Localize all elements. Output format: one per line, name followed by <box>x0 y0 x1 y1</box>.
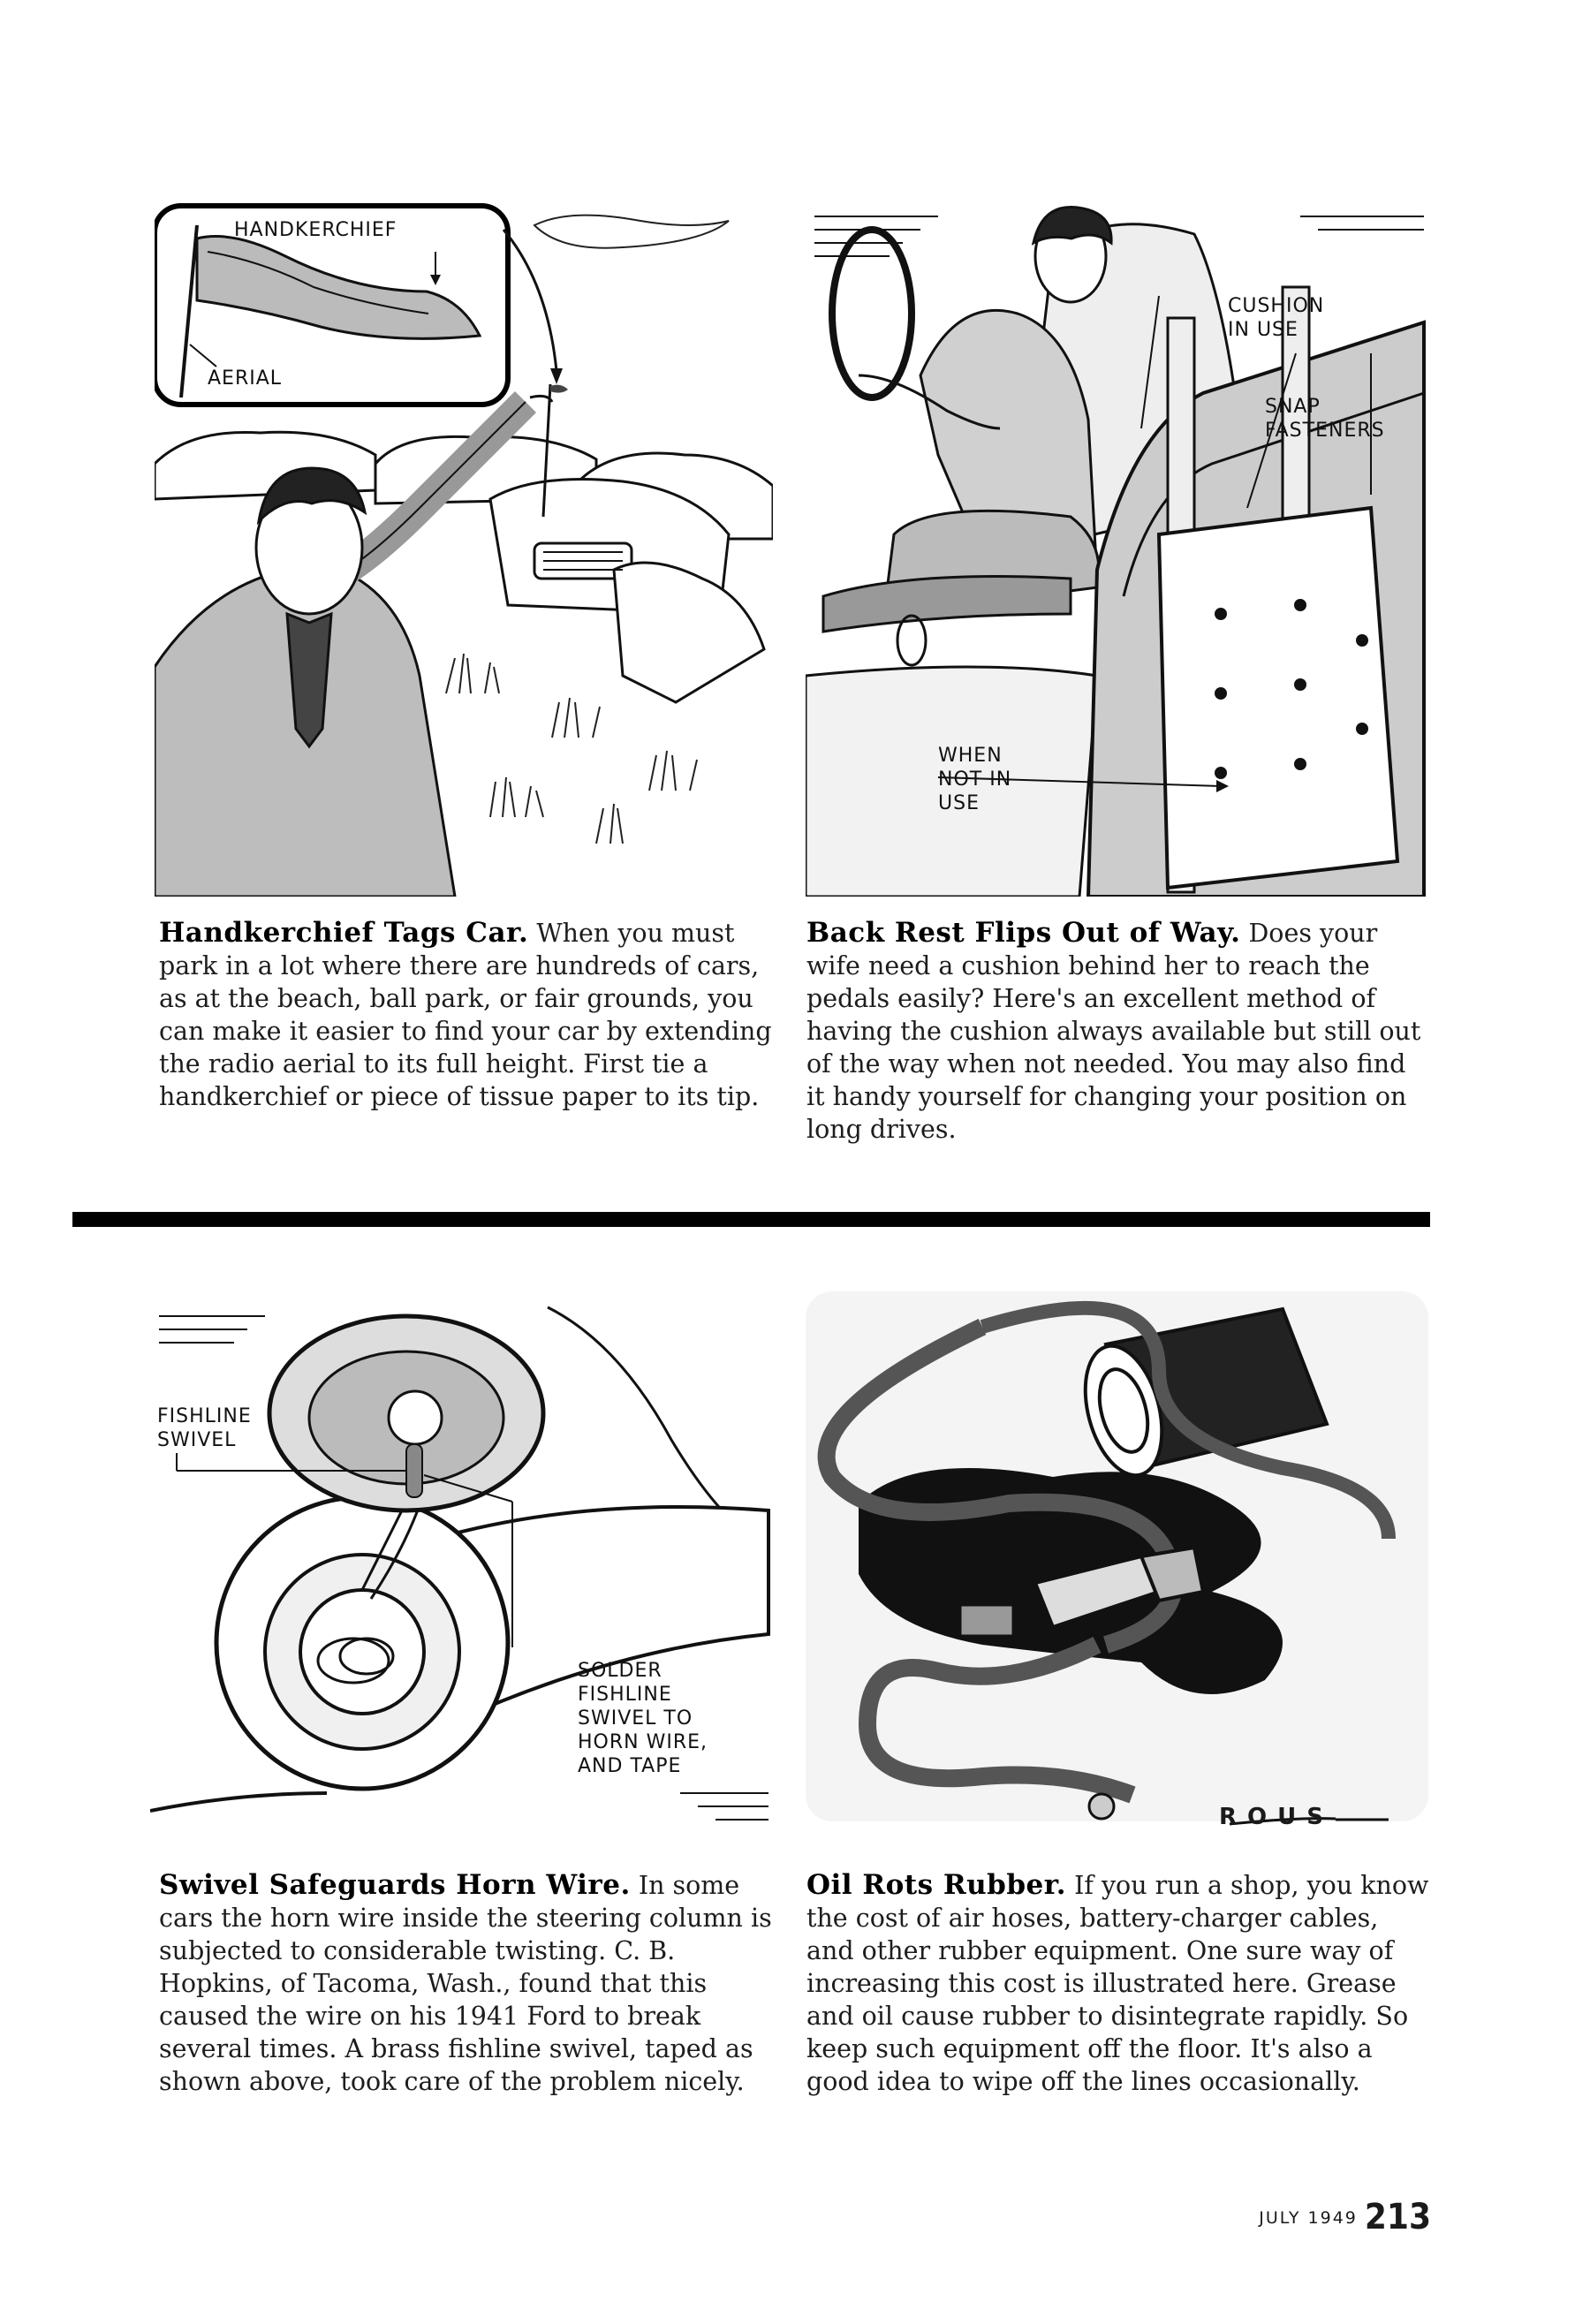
page-number: 213 <box>1364 2197 1431 2237</box>
label-cushion-in-use: CUSHION IN USE <box>1228 295 1325 341</box>
illustration-back-rest-cushion <box>806 199 1428 897</box>
label-when-not-in-use: WHEN NOT IN USE <box>938 745 1012 814</box>
article-back-rest-flips <box>806 917 1429 1146</box>
article-body: If you run a shop, you know the cost of air hoses, battery-charger cables, and other rubber equipment. One sure way of increasing this cost is illustrated here. Grease and oil cause rubber to disintegrate rapidly. So keep such equipment off the floor. It's also a good idea to wipe off the lines occasionally. <box>806 1871 1429 2096</box>
label-fishline-swivel: FISHLINE SWIVEL <box>157 1405 252 1451</box>
oil-hose-drawing <box>806 1291 1428 1857</box>
article-heading: Oil Rots Rubber. <box>806 1869 1067 1901</box>
article-oil-rots-rubber <box>806 1869 1429 2098</box>
section-divider-rule <box>72 1212 1430 1227</box>
cushion-scene-drawing <box>806 199 1428 897</box>
label-snap-fasteners: SNAP FASTENERS <box>1265 396 1385 442</box>
label-aerial: AERIAL <box>208 367 283 390</box>
illustration-handkerchief-aerial <box>155 199 773 897</box>
article-swivel-safeguards-horn-wire <box>159 1869 782 2098</box>
handkerchief-scene-drawing <box>155 199 773 897</box>
article-handkerchief-tags-car <box>159 917 782 1113</box>
article-body: When you must park in a lot where there are hundreds of cars, as at the beach, ball park, or fair grounds, you can make it easier to find your car by extending the radio aerial to its full height. First tie a handkerchief or piece of tissue paper to its tip. <box>159 919 772 1111</box>
article-heading: Swivel Safeguards Horn Wire. <box>159 1869 631 1901</box>
illustration-horn-wire-swivel <box>150 1298 773 1855</box>
article-heading: Handkerchief Tags Car. <box>159 917 529 949</box>
page-folio <box>1259 2197 1431 2237</box>
article-body: In some cars the horn wire inside the steering column is subjected to considerable twisting. C. B. Hopkins, of Tacoma, Wash., found that this caused the wire on his 1941 Ford to break several times. A brass fishline swivel, taped as shown above, took care of the problem nicely. <box>159 1871 772 2096</box>
artist-signature: ROUS <box>1219 1804 1334 1830</box>
illustration-oil-rots-rubber <box>806 1291 1428 1857</box>
article-heading: Back Rest Flips Out of Way. <box>806 917 1241 949</box>
label-solder-fishline-swivel: SOLDER FISHLINE SWIVEL TO HORN WIRE, AND TAPE <box>578 1660 708 1777</box>
issue-date: JULY 1949 <box>1259 2208 1358 2228</box>
label-handkerchief: HANDKERCHIEF <box>234 219 398 241</box>
article-body: Does your wife need a cushion behind her to reach the pedals easily? Here's an excellent method of having the cushion always available but still out of the way when not needed. You may also find it handy yourself for changing your position on long drives. <box>806 919 1421 1144</box>
